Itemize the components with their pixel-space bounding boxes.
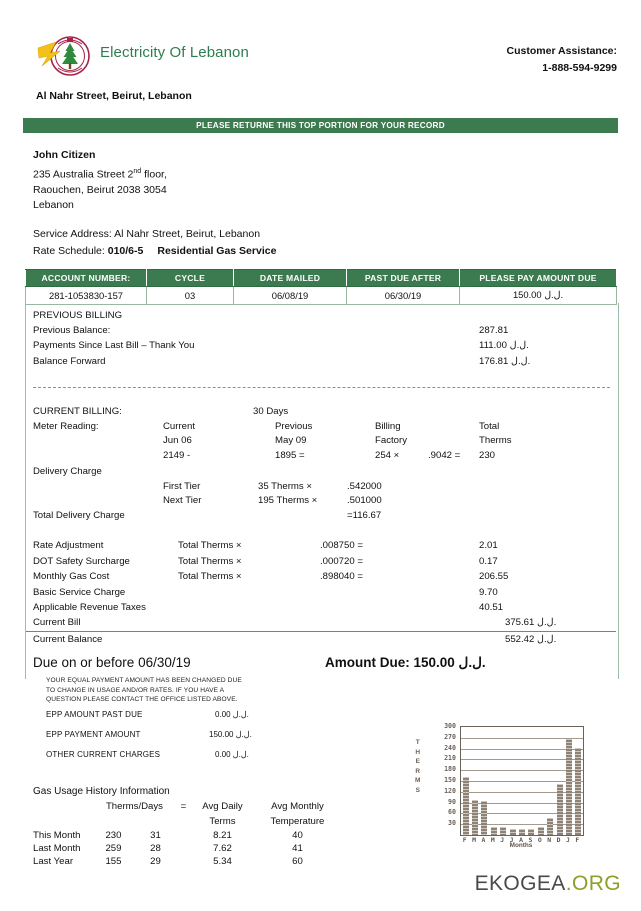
basic-service-charge-label: Basic Service Charge (33, 587, 126, 598)
meter-previous-date: May 09 (275, 435, 307, 446)
rate-schedule-value: 010/6-5 (107, 245, 144, 257)
rate-schedule-desc: Residential Gas Service (157, 245, 277, 257)
chart-gridline (461, 759, 583, 760)
chart-ytick-210: 210 (444, 754, 456, 763)
col-please-pay-amount-due: PLEASE PAY AMOUNT DUE (460, 270, 617, 287)
uh-last-year-avg-daily: 5.34 (213, 856, 232, 867)
chart-xtick-0: F (462, 836, 467, 844)
watermark (475, 872, 621, 896)
col-past-due-after: PAST DUE AFTER (347, 270, 460, 287)
chart-xtick-5: J (509, 836, 514, 844)
service-address: Service Address: Al Nahr Street, Beirut, Lebanon (33, 228, 261, 240)
uh-last-month-avg-daily: 7.62 (213, 843, 232, 854)
rate-adjustment-rate: .008750 = (320, 540, 363, 551)
chart-ytick-120: 120 (444, 786, 456, 795)
chart-ytick-240: 240 (444, 743, 456, 752)
monthly-gas-cost-rate: .898040 = (320, 571, 363, 582)
cedar-tree-lightning-emblem-icon (36, 34, 98, 80)
value-amount-due: 150.00 ل.ل. (460, 287, 617, 305)
table-row (26, 287, 617, 305)
current-bill-label: Current Bill (33, 617, 81, 628)
meter-billing-factor-label: Factory (375, 435, 407, 446)
address-line1-post: floor, (141, 168, 167, 180)
chart-bar (491, 827, 497, 835)
chart-gridline (461, 803, 583, 804)
uh-this-month-days: 31 (150, 830, 161, 841)
chart-xtick-8: O (537, 836, 542, 844)
monthly-gas-cost-value: 206.55 (479, 571, 509, 582)
chart-ytick-90: 90 (448, 797, 456, 806)
uh-col-avg-daily: Avg Daily (202, 801, 243, 812)
dot-safety-surcharge-basis: Total Therms × (178, 556, 242, 567)
chart-bar (566, 739, 572, 835)
uh-col-avg-daily-sub: Terms (209, 815, 236, 827)
uh-last-month-avg-temp: 41 (292, 843, 303, 854)
balance-forward-value: 176.81 ل.ل. (479, 356, 531, 367)
next-tier-rate: .501000 (347, 495, 382, 506)
next-tier-therms: 195 Therms × (258, 495, 318, 506)
chart-ytick-60: 60 (448, 808, 456, 817)
company-logo (36, 34, 98, 80)
uh-row-label-last-month: Last Month (33, 843, 81, 854)
col-date-mailed: DATE MAILED (234, 270, 347, 287)
rate-adjustment-label: Rate Adjustment (33, 540, 104, 551)
chart-xtick-2: A (481, 836, 486, 844)
epp-notice-line3: QUESTION PLEASE CONTACT THE OFFICE LISTED ABOVE. (46, 696, 238, 704)
chart-ytick-300: 300 (444, 722, 456, 730)
chart-bar (547, 818, 553, 835)
dot-safety-surcharge-rate: .000720 = (320, 556, 363, 567)
customer-assistance (507, 43, 617, 77)
chart-xtick-7: S (528, 836, 533, 844)
company-address: Al Nahr Street, Beirut, Lebanon (36, 90, 192, 102)
company-name: Electricity Of Lebanon (100, 44, 249, 61)
epp-amount-past-due-label: EPP AMOUNT PAST DUE (46, 710, 143, 719)
meter-total-therms-label: Therms (479, 435, 512, 446)
meter-col-billing: Billing (375, 421, 401, 432)
billing-days: 30 Days (253, 406, 289, 417)
monthly-gas-cost-label: Monthly Gas Cost (33, 571, 110, 582)
current-balance-value: 552.42 ل.ل. (505, 634, 557, 645)
watermark-main: EKOGEA (474, 872, 566, 895)
chart-xtick-3: M (490, 836, 495, 844)
epp-notice-line1: YOUR EQUAL PAYMENT AMOUNT HAS BEEN CHANGED DUE (46, 677, 242, 684)
meter-reading-previous: 1895 = (275, 450, 305, 461)
chart-xtick-12: F (575, 836, 580, 844)
chart-gridline (461, 792, 583, 793)
usage-history-header-row (33, 800, 340, 815)
chart-xtick-11: J (565, 836, 570, 844)
return-portion-banner: PLEASE RETURNE THIS TOP PORTION FOR YOUR RECORD (23, 118, 618, 133)
chart-ytick-30: 30 (448, 819, 456, 828)
address-ordinal: nd (133, 167, 142, 175)
uh-this-month-avg-daily: 8.21 (213, 830, 232, 841)
customer-address-line2: Raouchen, Beirut 2038 3054 (33, 183, 167, 196)
chart-gridline (461, 770, 583, 771)
chart-xtick-4: J (500, 836, 505, 844)
uh-col-avg-monthly-sub: Temperature (270, 815, 325, 827)
chart-y-axis-ticks (428, 722, 456, 834)
service-info (33, 226, 276, 260)
value-past-due-after: 06/30/19 (347, 287, 460, 305)
rate-adjustment-basis: Total Therms × (178, 540, 242, 551)
uh-last-month-days: 28 (150, 843, 161, 854)
usage-history-title: Gas Usage History Information (33, 786, 170, 797)
uh-row-label-last-year: Last Year (33, 856, 74, 867)
epp-payment-amount-label: EPP PAYMENT AMOUNT (46, 730, 141, 739)
other-current-charges-label: OTHER CURRENT CHARGES (46, 750, 161, 759)
chart-bar (538, 827, 544, 835)
chart-bar (472, 800, 478, 835)
meter-col-total: Total (479, 421, 500, 432)
chart-ytick-180: 180 (444, 765, 456, 774)
customer-assistance-label: Customer Assistance: (506, 45, 617, 57)
basic-service-charge-value: 9.70 (479, 587, 498, 598)
uh-col-avg-monthly: Avg Monthly (271, 801, 324, 812)
total-delivery-charge-value: =116.67 (347, 510, 382, 521)
payments-since-last-bill-value: 111.00 ل.ل. (479, 340, 529, 351)
payments-since-last-bill-label: Payments Since Last Bill – Thank You (33, 340, 195, 351)
previous-billing-title: PREVIOUS BILLING (33, 310, 123, 321)
rate-adjustment-value: 2.01 (479, 540, 498, 551)
table-header-row (26, 270, 617, 287)
usage-history-table (33, 800, 340, 868)
applicable-revenue-taxes-label: Applicable Revenue Taxes (33, 602, 146, 613)
chart-gridline (461, 813, 583, 814)
meter-reading-current: 2149 - (163, 450, 191, 461)
table-row (33, 829, 340, 842)
first-tier-therms: 35 Therms × (258, 481, 312, 492)
epp-amount-past-due-value: 0.00 ل.ل. (215, 710, 249, 719)
customer-address-line1 (33, 164, 167, 183)
divider-previous-billing (33, 387, 610, 388)
next-tier-label: Next Tier (163, 495, 202, 506)
usage-history-chart (410, 712, 618, 862)
chart-bar (557, 784, 563, 835)
chart-gridline (461, 781, 583, 782)
meter-col-previous: Previous (275, 421, 313, 432)
meter-billing-factor-value: .9042 = (428, 450, 461, 461)
bill-header (0, 32, 641, 92)
chart-gridline (461, 738, 583, 739)
chart-bar (528, 829, 534, 835)
uh-last-year-therms: 155 (105, 856, 122, 867)
dot-safety-surcharge-value: 0.17 (479, 556, 498, 567)
uh-last-year-avg-temp: 60 (292, 856, 303, 867)
chart-xtick-9: N (547, 836, 552, 844)
chart-xtick-1: M (472, 836, 476, 844)
first-tier-rate: .542000 (347, 481, 382, 492)
value-date-mailed: 06/08/19 (234, 287, 347, 305)
usage-history-subheader-row (33, 815, 340, 830)
delivery-charge-label: Delivery Charge (33, 466, 102, 477)
customer-block (33, 148, 167, 214)
chart-bar (510, 829, 516, 835)
balance-forward-label: Balance Forward (33, 356, 106, 367)
chart-ytick-270: 270 (444, 732, 456, 741)
amount-due-total: Amount Due: 150.00 ل.ل. (325, 655, 486, 670)
dot-safety-surcharge-label: DOT Safety Surcharge (33, 556, 130, 567)
monthly-gas-cost-basis: Total Therms × (178, 571, 242, 582)
uh-this-month-therms: 230 (105, 830, 122, 841)
chart-xtick-10: D (556, 836, 561, 844)
table-row (33, 842, 340, 855)
epp-notice (46, 676, 242, 705)
chart-plot-area (460, 726, 584, 836)
current-balance-label: Current Balance (33, 634, 103, 645)
chart-x-axis-title: Months (509, 842, 533, 849)
uh-this-month-avg-temp: 40 (292, 830, 303, 841)
total-delivery-charge-label: Total Delivery Charge (33, 510, 125, 521)
table-row (33, 855, 340, 868)
due-date-title: Due on or before 06/30/19 (33, 655, 191, 670)
customer-address-line3: Lebanon (33, 199, 74, 211)
rate-schedule-row (33, 243, 276, 260)
chart-bar (500, 827, 506, 835)
first-tier-label: First Tier (163, 481, 201, 492)
previous-balance-value: 287.81 (479, 325, 509, 336)
meter-reading-difference: 254 × (375, 450, 400, 461)
meter-col-current: Current (163, 421, 195, 432)
col-account-number: ACCOUNT NUMBER: (26, 270, 147, 287)
account-summary-table (25, 269, 617, 305)
uh-row-label-this-month: This Month (33, 830, 81, 841)
chart-bar (463, 777, 469, 835)
rate-schedule-label: Rate Schedule: (33, 245, 105, 257)
meter-total-therms-value: 230 (479, 450, 496, 461)
applicable-revenue-taxes-value: 40.51 (479, 602, 504, 613)
value-cycle: 03 (147, 287, 234, 305)
other-current-charges-value: 0.00 ل.ل. (215, 750, 249, 759)
watermark-suffix: .ORG (565, 872, 621, 895)
uh-col-therms-days: Therms/Days (105, 801, 163, 812)
customer-assistance-phone: 1-888-594-9299 (542, 62, 617, 74)
chart-ytick-150: 150 (444, 776, 456, 784)
current-billing-title: CURRENT BILLING: (33, 406, 122, 417)
address-line1-pre: 235 Australia Street 2 (33, 168, 134, 180)
col-cycle: CYCLE (147, 270, 234, 287)
divider-current-bill (26, 631, 616, 632)
uh-last-month-therms: 259 (105, 843, 122, 854)
epp-notice-line2: TO CHANGE IN USAGE AND/OR RATES. IF YOU HAVE A (46, 686, 225, 694)
previous-balance-label: Previous Balance: (33, 325, 111, 336)
epp-payment-amount-value: 150.00 ل.ل. (209, 730, 252, 739)
value-account-number: 281-1053830-157 (26, 287, 147, 305)
current-bill-value: 375.61 ل.ل. (505, 617, 557, 628)
chart-xtick-6: A (519, 836, 523, 844)
meter-reading-label: Meter Reading: (33, 421, 99, 432)
uh-last-year-days: 29 (150, 856, 161, 867)
chart-bar (481, 801, 487, 835)
chart-gridline (461, 824, 583, 825)
chart-y-axis-title: T H E R M S (415, 739, 421, 794)
chart-gridline (461, 749, 583, 750)
chart-bar (519, 829, 525, 835)
customer-name: John Citizen (33, 149, 96, 161)
meter-current-date: Jun 06 (163, 435, 192, 446)
uh-col-equals: = (180, 801, 187, 812)
chart-bar (575, 748, 581, 835)
